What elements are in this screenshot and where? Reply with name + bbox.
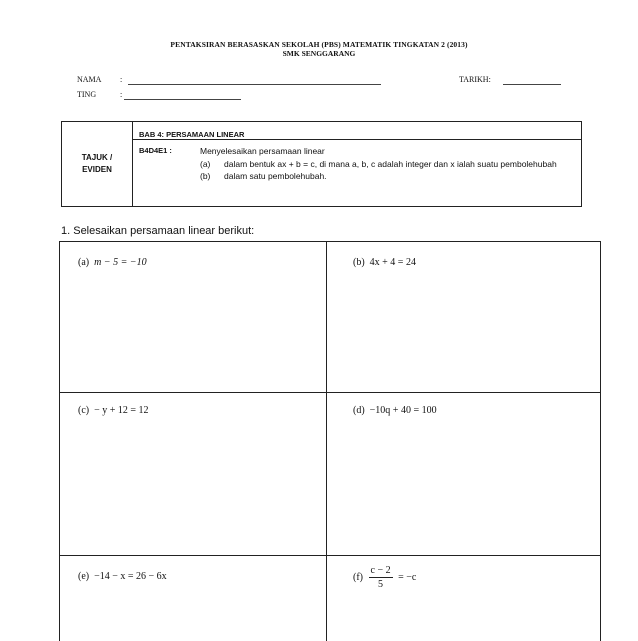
nama-label: NAMA [77, 75, 102, 84]
problem-d [353, 405, 437, 416]
item-text: dalam bentuk ax + b = c, di mana a, b, c adalah integer dan x ialah suatu pembolehubah [224, 158, 557, 169]
problem-b [353, 257, 416, 268]
problem-label: (c) [78, 405, 90, 416]
grid-divider-horizontal [60, 555, 600, 556]
problem-c [78, 405, 149, 416]
problem-label: (d) [353, 405, 365, 416]
tarikh-field[interactable] [503, 77, 561, 85]
fraction [369, 565, 393, 590]
document-title: PENTAKSIRAN BERASASKAN SEKOLAH (PBS) MATEMATIK TINGKATAN 2 (2013) [170, 40, 468, 49]
fraction-denominator: 5 [378, 579, 384, 590]
problem-equation: −10q + 40 = 100 [369, 405, 437, 416]
grid-divider-vertical [326, 242, 327, 641]
problem-e [78, 571, 167, 582]
tarikh-label: TARIKH: [459, 75, 491, 84]
ting-field[interactable] [124, 92, 241, 100]
question-title: 1. Selesaikan persamaan linear berikut: [61, 225, 255, 237]
tajuk-eviden-label [62, 122, 133, 206]
problem-equation-rhs: = −c [398, 572, 417, 583]
item-label: (a) [200, 158, 211, 169]
problem-equation: m − 5 = −10 [94, 257, 147, 268]
topic-box [61, 121, 582, 207]
problem-label: (a) [78, 257, 90, 268]
tajuk-eviden-text: TAJUK / EVIDEN [81, 153, 113, 174]
problem-equation: − y + 12 = 12 [94, 405, 149, 416]
problem-a [78, 257, 147, 268]
nama-colon: : [120, 75, 123, 84]
item-label: (b) [200, 171, 211, 181]
chapter-title: BAB 4: PERSAMAAN LINEAR [133, 122, 581, 140]
school-name: SMK SENGGARANG [282, 49, 356, 58]
problem-equation: 4x + 4 = 24 [369, 257, 416, 268]
problem-label: (e) [78, 571, 90, 582]
problem-f [353, 565, 416, 590]
evidence-description [200, 145, 575, 183]
fraction-numerator: c − 2 [370, 565, 391, 576]
description-item-a [200, 158, 575, 171]
ting-colon: : [120, 90, 123, 99]
ting-label: TING [77, 90, 97, 99]
item-text: dalam satu pembolehubah. [224, 171, 327, 181]
description-main: Menyelesaikan persamaan linear [200, 146, 325, 156]
nama-field[interactable] [128, 77, 381, 85]
problem-label: (b) [353, 257, 365, 268]
evidence-code: B4D4E1 : [139, 146, 172, 155]
grid-divider-horizontal [60, 392, 600, 393]
description-item-b [200, 170, 575, 183]
problem-label: (f) [353, 572, 363, 583]
answer-grid [59, 241, 601, 641]
problem-equation: −14 − x = 26 − 6x [94, 571, 167, 582]
